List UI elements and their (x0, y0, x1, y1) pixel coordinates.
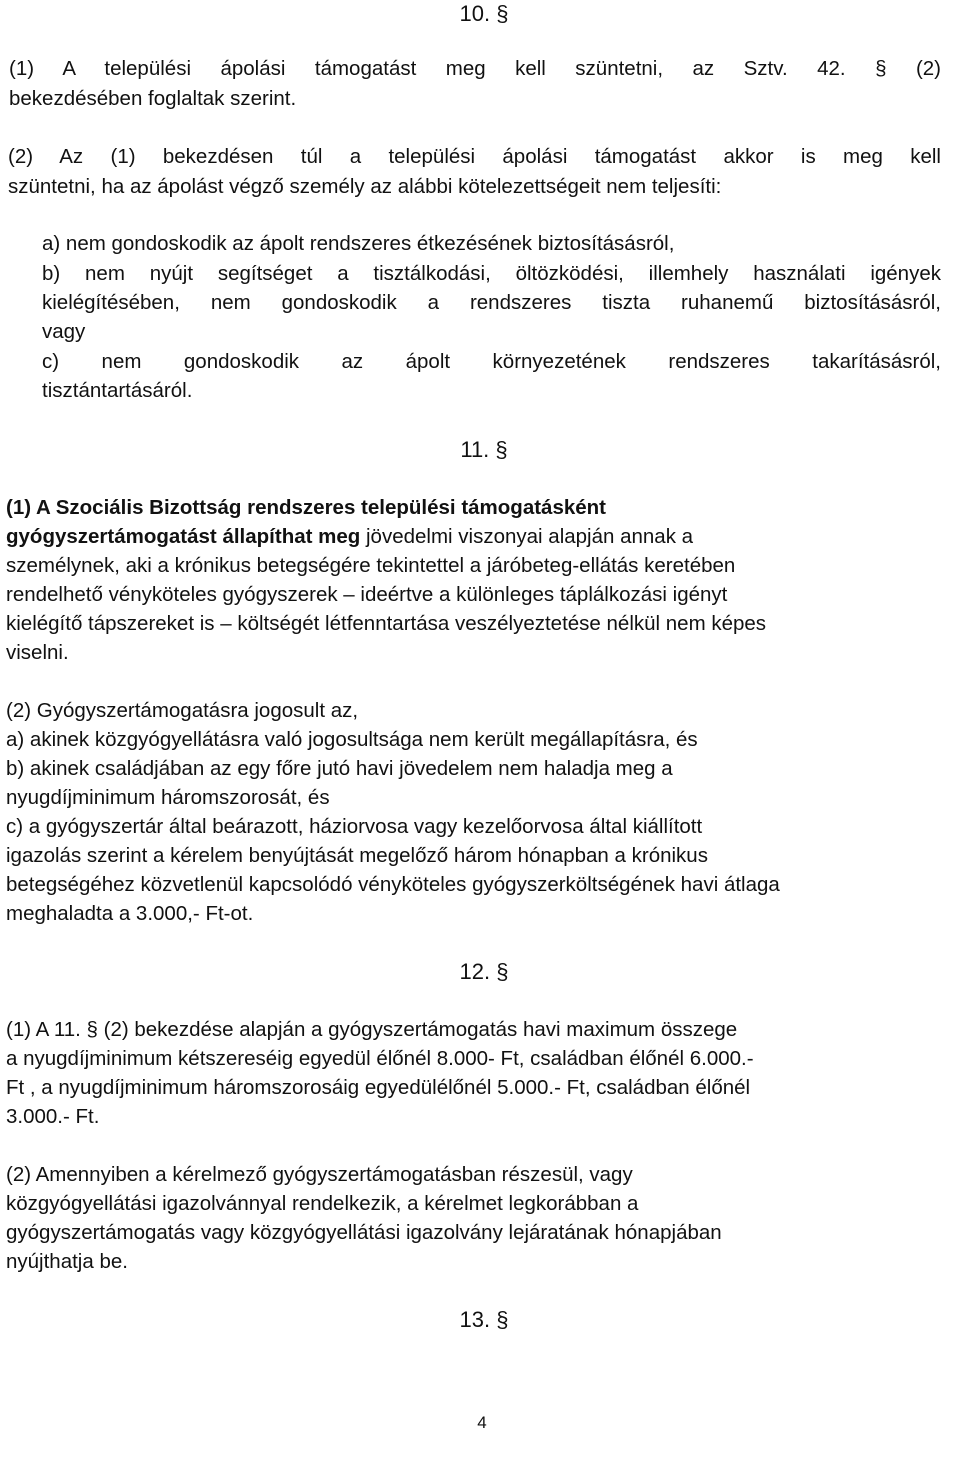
sec12-p2-line4: nyújthatja be. (6, 1250, 128, 1273)
sec12-p1-line3: Ft , a nyugdíjminimum háromszorosáig egyedülélőnél 5.000.- Ft, családban élőnél (6, 1076, 751, 1099)
sec10-item-c-line2: tisztántartásáról. (42, 379, 193, 402)
sec10-p1-line2: bekezdésében foglaltak szerint. (9, 87, 297, 110)
sec10-p1-line1: (1) A települési ápolási támogatást meg kell szüntetni, az Sztv. 42. § (2) (9, 57, 941, 80)
section-heading-11: 11. § (460, 437, 508, 462)
section-heading-13: 13. § (459, 1307, 509, 1332)
sec12-p1-line2: a nyugdíjminimum kétszereséig egyedül élőnél 8.000- Ft, családban élőnél 6.000.- (6, 1047, 754, 1070)
sec11-p2-line5: c) a gyógyszertár által beárazott, háziorvosa vagy kezelőorvosa által kiállított (6, 815, 703, 838)
sec11-p2-line2: a) akinek közgyógyellátásra való jogosultsága nem került megállapításra, és (6, 728, 698, 751)
sec11-p1-line4: rendelhető vényköteles gyógyszerek – ideértve a különleges táplálkozási igényt (6, 583, 728, 606)
sec10-p2-line2: szüntetni, ha az ápolást végző személy az alábbi kötelezettségeit nem teljesíti: (8, 175, 722, 198)
sec11-p2-line7: betegségéhez közvetlenül kapcsolódó vényköteles gyógyszerköltségének havi átlaga (6, 873, 780, 896)
sec11-p1-bold-b: gyógyszertámogatást állapíthat meg (6, 525, 361, 548)
page-number: 4 (477, 1413, 487, 1432)
sec11-p2-line6: igazolás szerint a kérelem benyújtását megelőző három hónapban a krónikus (6, 844, 708, 867)
sec11-p1-line6: viselni. (6, 641, 69, 664)
sec11-p1-rest: jövedelmi viszonyai alapján annak a (360, 525, 694, 548)
sec10-item-c-line1: c) nem gondoskodik az ápolt környezetének rendszeres takarításásról, (42, 350, 941, 373)
sec11-p2-line8: meghaladta a 3.000,- Ft-ot. (6, 902, 254, 925)
sec12-p2-line1: (2) Amennyiben a kérelmező gyógyszertámogatásban részesül, vagy (6, 1163, 633, 1186)
sec11-p2-line4: nyugdíjminimum háromszorosát, és (6, 786, 330, 809)
sec11-p1-line5: kielégítő tápszereket is – költségét létfenntartása veszélyeztetése nélkül nem képes (6, 612, 767, 635)
sec12-p2-line3: gyógyszertámogatás vagy közgyógyellátási igazolvány lejáratának hónapjában (6, 1221, 722, 1244)
sec11-p1-line2 (6, 525, 693, 549)
sec11-p2-line1: (2) Gyógyszertámogatásra jogosult az, (6, 699, 359, 722)
sec11-p2-line3: b) akinek családjában az egy főre jutó havi jövedelem nem haladja meg a (6, 757, 673, 780)
sec12-p2-line2: közgyógyellátási igazolvánnyal rendelkezik, a kérelmet legkorábban a (6, 1192, 639, 1215)
sec11-p1-line3: személynek, aki a krónikus betegségére tekintettel a járóbeteg-ellátás keretében (6, 554, 736, 577)
sec10-item-a: a) nem gondoskodik az ápolt rendszeres étkezésének biztosításásról, (42, 232, 675, 255)
section-heading-10: 10. § (459, 1, 509, 26)
sec10-p2-line1: (2) Az (1) bekezdésen túl a települési ápolási támogatást akkor is meg kell (8, 145, 941, 168)
sec11-p1-line1 (6, 496, 606, 520)
sec11-p1-bold-a: (1) A Szociális Bizottság rendszeres települési támogatásként (6, 496, 606, 519)
sec10-item-b-line1: b) nem nyújt segítséget a tisztálkodási, öltözködési, illemhely használati igények (42, 262, 941, 285)
sec12-p1-line4: 3.000.- Ft. (6, 1105, 100, 1128)
sec10-item-b-line2: kielégítésében, nem gondoskodik a rendszeres tiszta ruhanemű biztosításásról, (42, 291, 941, 314)
sec10-item-b-line3: vagy (42, 320, 86, 343)
sec12-p1-line1: (1) A 11. § (2) bekezdése alapján a gyógyszertámogatás havi maximum összege (6, 1018, 738, 1041)
section-heading-12: 12. § (459, 959, 509, 984)
